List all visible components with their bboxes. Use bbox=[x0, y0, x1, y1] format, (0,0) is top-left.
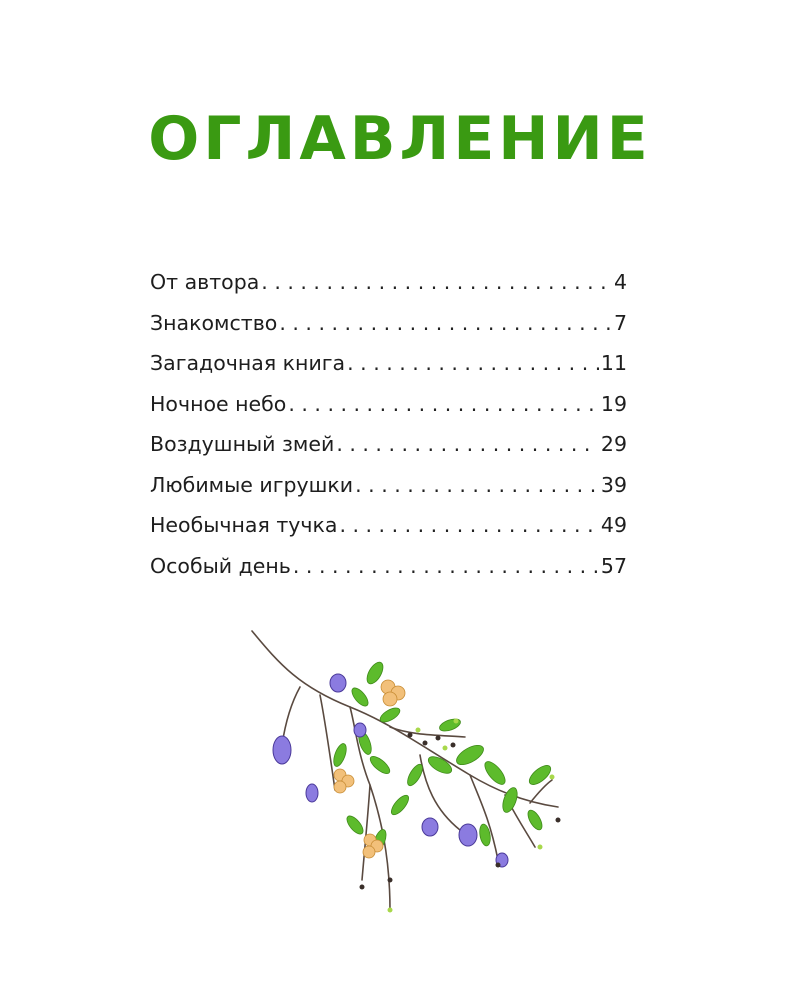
toc-entry-title: От автора bbox=[150, 270, 260, 295]
toc-entry-page: 4 bbox=[613, 270, 627, 295]
toc-entry[interactable] bbox=[150, 424, 627, 465]
toc-entry[interactable] bbox=[150, 343, 627, 384]
dot-leader bbox=[336, 432, 599, 456]
dot-leader bbox=[339, 513, 598, 537]
toc-entry-page: 49 bbox=[600, 513, 627, 538]
page-title: ОГЛАВЛЕНИЕ bbox=[148, 104, 652, 174]
dot-leader bbox=[288, 392, 599, 416]
toc-entry[interactable] bbox=[150, 505, 627, 546]
toc-entry-title: Необычная тучка bbox=[150, 513, 338, 538]
dot-leader bbox=[355, 473, 599, 497]
toc-entry[interactable] bbox=[150, 262, 627, 303]
toc-entry-title: Знакомство bbox=[150, 310, 278, 335]
toc-entry[interactable] bbox=[150, 465, 627, 506]
flowering-branch-icon bbox=[240, 625, 580, 925]
toc-entry-title: Любимые игрушки bbox=[150, 472, 354, 497]
toc-entry-page: 11 bbox=[600, 351, 627, 376]
dot-leader bbox=[261, 270, 612, 294]
toc-entry-page: 39 bbox=[600, 472, 627, 497]
toc-entry[interactable] bbox=[150, 303, 627, 344]
dot-leader bbox=[279, 311, 612, 335]
toc-entry-page: 19 bbox=[600, 391, 627, 416]
toc-entry-title: Загадочная книга bbox=[150, 351, 346, 376]
table-of-contents bbox=[150, 262, 627, 586]
dot-leader bbox=[347, 351, 599, 375]
toc-entry-title: Особый день bbox=[150, 553, 291, 578]
toc-entry[interactable] bbox=[150, 546, 627, 587]
toc-entry-page: 29 bbox=[600, 432, 627, 457]
toc-entry-title: Воздушный змей bbox=[150, 432, 335, 457]
toc-entry-page: 57 bbox=[600, 553, 627, 578]
toc-entry-page: 7 bbox=[613, 310, 627, 335]
toc-entry-title: Ночное небо bbox=[150, 391, 287, 416]
toc-entry[interactable] bbox=[150, 384, 627, 425]
dot-leader bbox=[293, 554, 599, 578]
